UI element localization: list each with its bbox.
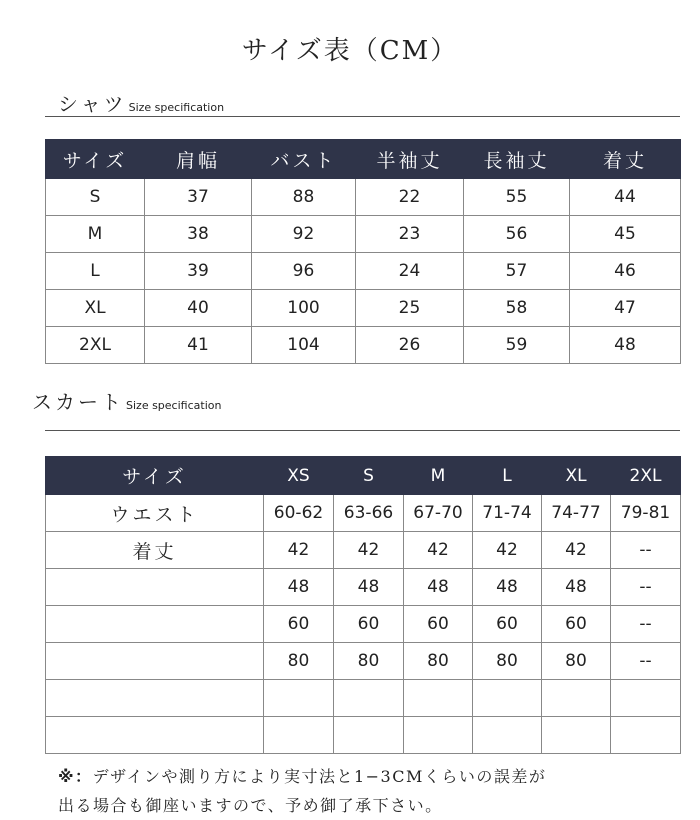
skirt-label-jp: スカート [32, 390, 124, 414]
skirt-size-table [45, 456, 681, 754]
shirt-label-jp: シャツ [58, 92, 127, 116]
shirt-header-cell: 肩幅 [145, 140, 252, 179]
table-row [46, 606, 681, 643]
table-cell: M [46, 216, 145, 253]
shirt-header-cell: 長袖丈 [464, 140, 570, 179]
table-cell: S [46, 179, 145, 216]
skirt-header-cell: M [404, 457, 473, 495]
table-cell: 48 [404, 569, 473, 606]
table-cell [46, 643, 264, 680]
table-cell [46, 606, 264, 643]
table-cell: 24 [356, 253, 464, 290]
table-cell: -- [611, 643, 681, 680]
table-cell: 96 [252, 253, 356, 290]
table-cell [46, 717, 264, 754]
shirt-header-cell: 半袖丈 [356, 140, 464, 179]
table-cell: 48 [264, 569, 334, 606]
table-row [46, 179, 681, 216]
table-row [46, 643, 681, 680]
table-row [46, 495, 681, 532]
table-cell: 59 [464, 327, 570, 364]
shirt-size-table [45, 139, 681, 364]
table-cell: 71-74 [473, 495, 542, 532]
skirt-header-cell: S [334, 457, 404, 495]
table-cell: 60 [404, 606, 473, 643]
table-cell [334, 717, 404, 754]
table-cell: 42 [473, 532, 542, 569]
table-cell: 23 [356, 216, 464, 253]
note-mark: ※： [58, 767, 93, 786]
table-cell [404, 680, 473, 717]
size-note [58, 762, 688, 820]
table-row [46, 717, 681, 754]
table-cell: ウエスト [46, 495, 264, 532]
table-cell: XL [46, 290, 145, 327]
table-cell: 80 [404, 643, 473, 680]
table-cell [611, 680, 681, 717]
table-cell [473, 680, 542, 717]
table-cell: 88 [252, 179, 356, 216]
table-cell [473, 717, 542, 754]
table-cell: 60-62 [264, 495, 334, 532]
table-cell: 80 [264, 643, 334, 680]
table-cell: 48 [542, 569, 611, 606]
table-cell: 22 [356, 179, 464, 216]
note-line-2: 出る場合も御座いますので、予め御了承下さい。 [58, 796, 443, 815]
table-row [46, 253, 681, 290]
skirt-header-cell: サイズ [46, 457, 264, 495]
table-cell: 92 [252, 216, 356, 253]
table-cell: 67-70 [404, 495, 473, 532]
table-cell: 57 [464, 253, 570, 290]
table-cell: 42 [542, 532, 611, 569]
table-cell [46, 569, 264, 606]
table-cell [264, 717, 334, 754]
skirt-header-cell: 2XL [611, 457, 681, 495]
skirt-divider [45, 430, 680, 431]
table-cell: L [46, 253, 145, 290]
table-cell: 39 [145, 253, 252, 290]
table-cell: 48 [473, 569, 542, 606]
table-cell: 63-66 [334, 495, 404, 532]
table-cell: 80 [334, 643, 404, 680]
table-row [46, 290, 681, 327]
skirt-label-en: Size specification [126, 399, 222, 412]
table-cell: 37 [145, 179, 252, 216]
table-cell: 25 [356, 290, 464, 327]
table-cell: 79-81 [611, 495, 681, 532]
table-cell: 44 [570, 179, 681, 216]
shirt-divider [45, 116, 680, 117]
table-cell: 80 [542, 643, 611, 680]
table-cell: 46 [570, 253, 681, 290]
table-cell: 104 [252, 327, 356, 364]
table-cell: -- [611, 569, 681, 606]
table-cell: 60 [473, 606, 542, 643]
table-cell: -- [611, 532, 681, 569]
note-text-1: デザインや測り方により実寸法と1−3CMくらいの誤差が [92, 767, 547, 786]
table-cell [611, 717, 681, 754]
table-row [46, 680, 681, 717]
table-cell: 60 [542, 606, 611, 643]
shirt-header-cell: バスト [252, 140, 356, 179]
table-cell: 47 [570, 290, 681, 327]
skirt-header-row [46, 457, 681, 495]
shirt-header-cell: 着丈 [570, 140, 681, 179]
table-row [46, 532, 681, 569]
table-cell: 100 [252, 290, 356, 327]
page-title: サイズ表（CM） [241, 36, 459, 66]
table-cell [404, 717, 473, 754]
table-cell: 着丈 [46, 532, 264, 569]
table-cell: 42 [334, 532, 404, 569]
table-cell: 58 [464, 290, 570, 327]
table-cell: 55 [464, 179, 570, 216]
table-row [46, 327, 681, 364]
table-cell: 45 [570, 216, 681, 253]
table-cell: 42 [404, 532, 473, 569]
shirt-header-cell: サイズ [46, 140, 145, 179]
shirt-header-row [46, 140, 681, 179]
shirt-label-en: Size specification [128, 101, 225, 114]
table-cell [542, 717, 611, 754]
table-cell [334, 680, 404, 717]
table-row [46, 569, 681, 606]
table-cell: 2XL [46, 327, 145, 364]
note-line-1 [58, 762, 688, 791]
table-cell: -- [611, 606, 681, 643]
table-cell [542, 680, 611, 717]
skirt-header-cell: XS [264, 457, 334, 495]
table-cell: 26 [356, 327, 464, 364]
shirt-section-label [58, 88, 224, 117]
skirt-section-label [32, 386, 221, 415]
table-cell: 38 [145, 216, 252, 253]
skirt-header-cell: XL [542, 457, 611, 495]
table-cell: 48 [570, 327, 681, 364]
table-cell: 40 [145, 290, 252, 327]
table-cell [46, 680, 264, 717]
table-cell: 42 [264, 532, 334, 569]
table-row [46, 216, 681, 253]
skirt-header-cell: L [473, 457, 542, 495]
table-cell: 74-77 [542, 495, 611, 532]
table-cell: 60 [334, 606, 404, 643]
table-cell [264, 680, 334, 717]
table-cell: 56 [464, 216, 570, 253]
table-cell: 60 [264, 606, 334, 643]
table-cell: 80 [473, 643, 542, 680]
table-cell: 41 [145, 327, 252, 364]
table-cell: 48 [334, 569, 404, 606]
